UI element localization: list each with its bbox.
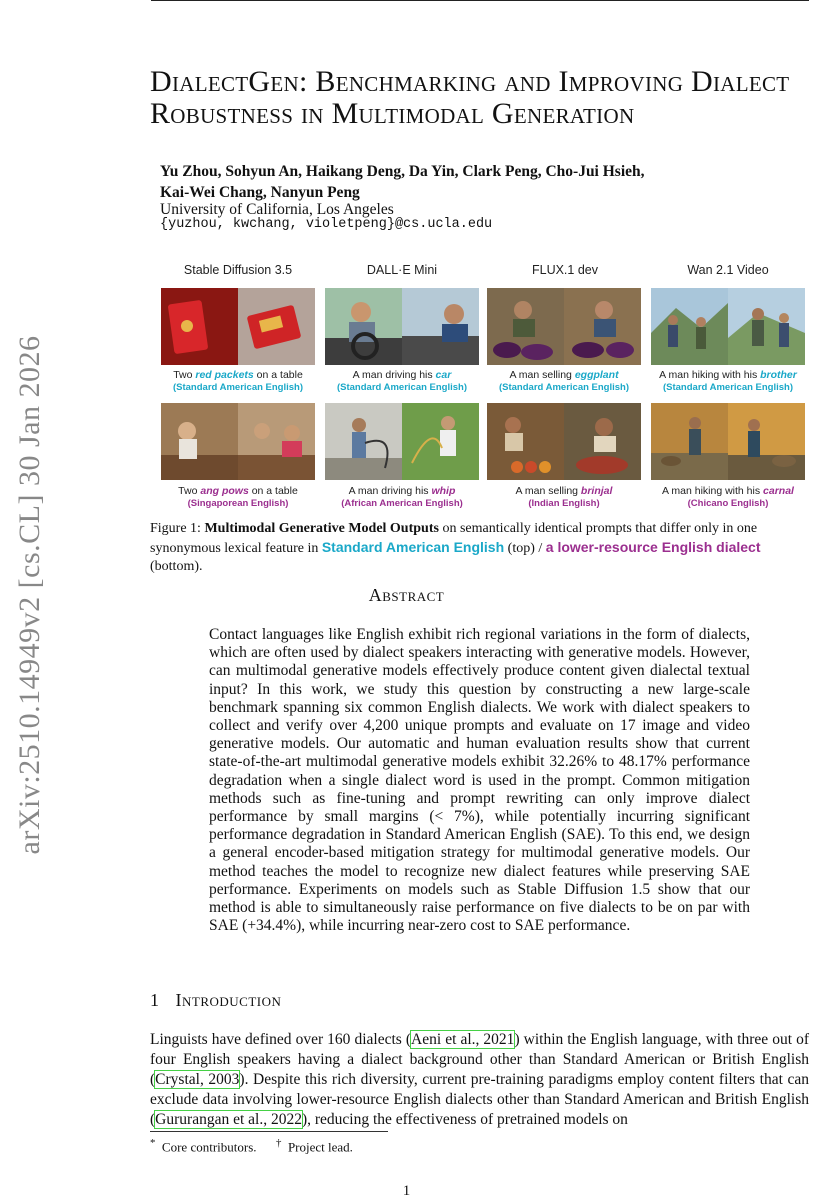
image-car-1: [325, 288, 402, 365]
image-eggplant-1: [487, 288, 564, 365]
model-label-sd35: Stable Diffusion 3.5: [183, 263, 293, 277]
image-eggplant-2: [564, 288, 641, 365]
image-red-packets-2: [238, 288, 315, 365]
author-list: [160, 161, 800, 203]
citation-link[interactable]: Gururangan et al., 2022: [155, 1111, 302, 1128]
paper-title: DialectGen: Benchmarking and Improving Dialect Robustness in Multimodal Generation: [150, 65, 790, 130]
section-heading-introduction: 1 Introduction: [150, 990, 282, 1010]
arxiv-stamp: arXiv:2510.14949v2 [cs.CL] 30 Jan 2026: [13, 335, 46, 855]
image-brinjal-1: [487, 403, 564, 480]
author-emails: {yuzhou, kwchang, violetpeng}@cs.ucla.edu: [160, 217, 493, 232]
affiliation: University of California, Los Angeles: [160, 201, 394, 218]
page-number: 1: [402, 1183, 411, 1199]
image-brinjal-2: [564, 403, 641, 480]
image-whip-1: [325, 403, 402, 480]
abstract-text: Contact languages like English exhibit rich regional variations in the form of dialects, which are often used by dialect speakers interacting with generative models. However, can multimodal generative models effectively produce content given dialectal textual input? In this work, we study this question by constructing a new large-scale benchmark spanning six common English dialects. We work with dialect speakers to collect and verify over 4,200 unique prompts and evaluate on 17 image and video generative models. Our automatic and human evaluation results show that current state-of-the-art multimodal generative models exhibit 32.26% to 48.17% performance degradation when a single dialect word is used in the prompt. Common mitigation methods such as fine-tuning and prompt rewriting can only improve dialect performance by small margins (< 7%), while potentially incurring significant performance degradation in Standard American English (SAE). To this end, we design a general encoder-based mitigation strategy for multimodal generative models. Our method teaches the model to recognize new dialect features while preserving SAE performance. Experiments on models such as Stable Diffusion 1.5 show that our method is able to simultaneously raise performance on five dialects to be on par with SAE (+34.4%), while incurring near-zero cost to SAE performance.: [209, 626, 750, 935]
image-car-2: [402, 288, 479, 365]
image-carnal-1: [651, 403, 728, 480]
author-line-1: Yu Zhou, Sohyun An, Haikang Deng, Da Yin, Clark Peng, Cho-Jui Hsieh,: [160, 163, 645, 180]
top-rule: [151, 0, 809, 1]
caption-sd35-top: Two red packets on a table (Standard American English): [172, 369, 304, 393]
caption-dalle-top: A man driving his car (Standard American English): [336, 369, 468, 393]
abstract-heading: Abstract: [368, 585, 445, 605]
image-brother-2: [728, 288, 805, 365]
image-brother-1: [651, 288, 728, 365]
caption-wan-top: A man hiking with his brother (Standard American English): [659, 369, 797, 393]
image-whip-2: [402, 403, 479, 480]
introduction-paragraph: Linguists have defined over 160 dialects (Aeni et al., 2021) within the English language, with three out of four English speakers having a dialect background other than Standard American or British English (Crystal, 2003). Despite this rich diversity, current pre-training paradigms employ content filters that can exclude data involving lower-resource English dialects other than Standard American and British English (Gururangan et al., 2022), reducing the effectiveness of pretrained models on: [150, 1031, 809, 1128]
caption-flux-top: A man selling eggplant (Standard American English): [498, 369, 630, 393]
image-red-packets-1: [161, 288, 238, 365]
model-label-dalle-mini: DALL·E Mini: [366, 263, 438, 277]
footnote-rule: [150, 1131, 388, 1132]
caption-sd35-bottom: Two ang pows on a table (Singaporean English): [178, 485, 298, 509]
caption-wan-bottom: A man hiking with his carnal (Chicano English): [662, 485, 794, 509]
model-label-flux: FLUX.1 dev: [531, 263, 598, 277]
caption-dalle-bottom: A man driving his whip (African American English): [341, 485, 463, 509]
model-label-wan: Wan 2.1 Video: [687, 263, 769, 277]
author-line-2: Kai-Wei Chang, Nanyun Peng: [160, 184, 360, 201]
image-carnal-2: [728, 403, 805, 480]
citation-link[interactable]: Crystal, 2003: [155, 1071, 240, 1088]
image-ang-pows-1: [161, 403, 238, 480]
caption-flux-bottom: A man selling brinjal (Indian English): [515, 485, 613, 509]
figure-caption: Figure 1: Multimodal Generative Model Outputs on semantically identical prompts that differ only in one synonymous lexical feature in Standard American English (top) / a lower-resource English dialect (bottom).: [150, 521, 761, 574]
footnote: * Core contributors. † Project lead.: [150, 1137, 353, 1155]
image-ang-pows-2: [238, 403, 315, 480]
citation-link[interactable]: Aeni et al., 2021: [411, 1031, 515, 1048]
